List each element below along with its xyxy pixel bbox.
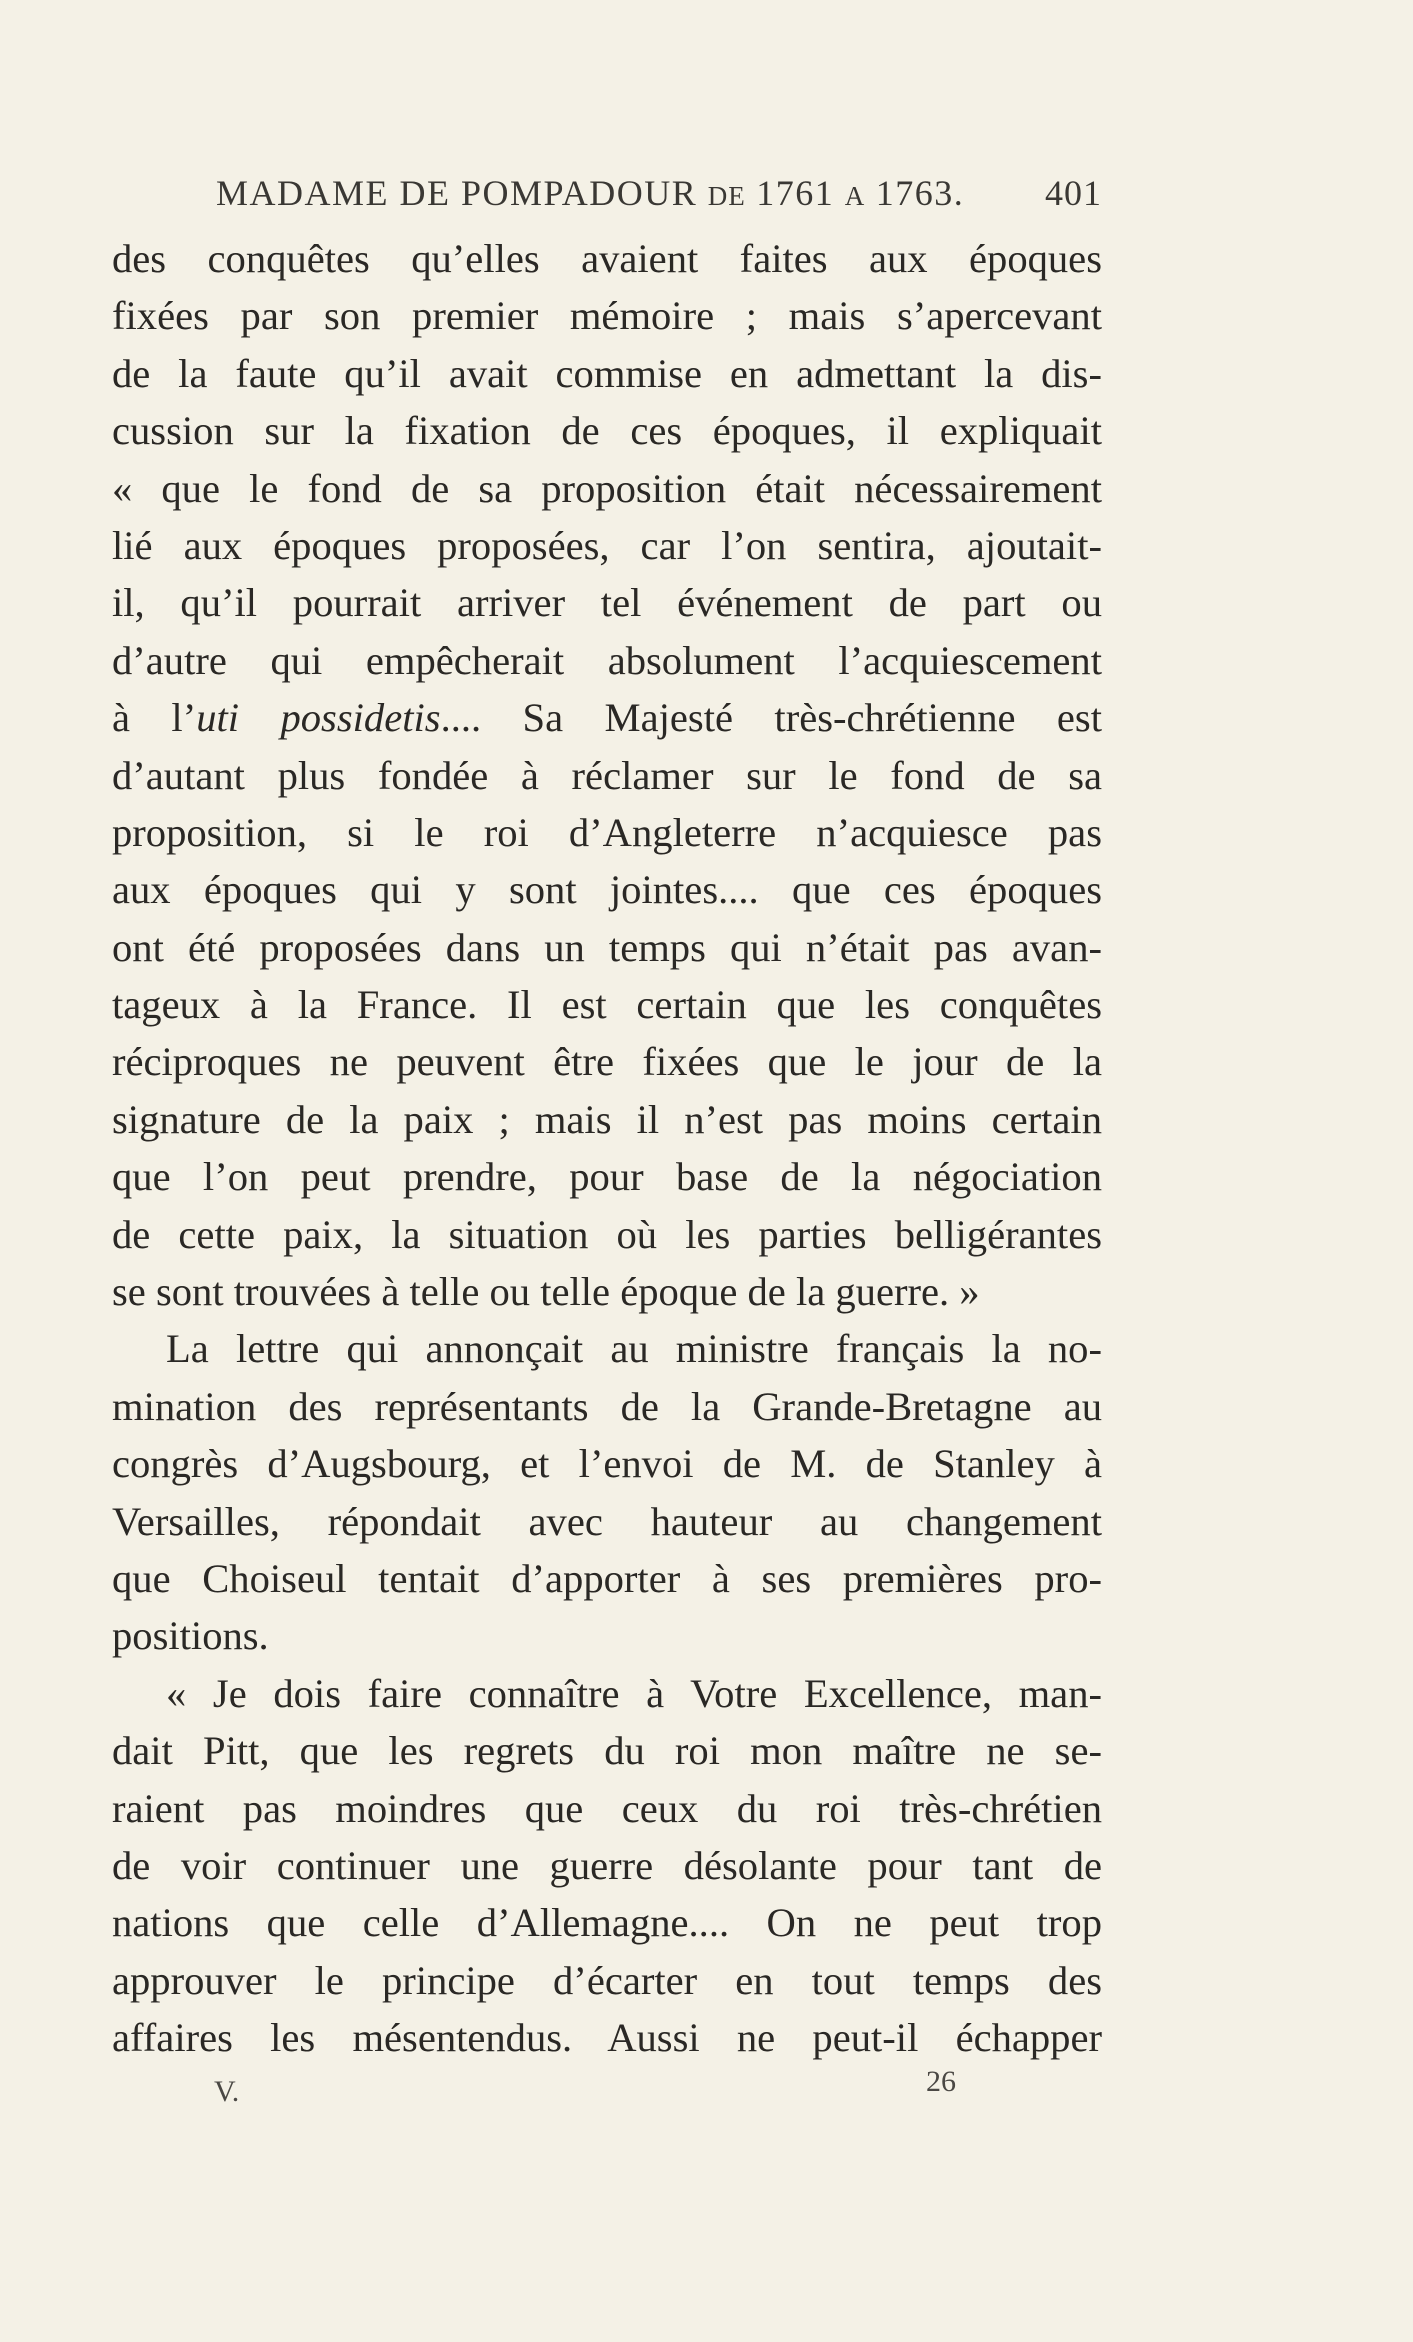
- text-line: proposition, si le roi d’Angleterre n’acquiesce pas: [112, 809, 1102, 855]
- text-line: nations que celle d’Allemagne.... On ne peut trop: [112, 1900, 1102, 1946]
- text-line: d’autre qui empêcherait absolument l’acquiescement: [112, 637, 1102, 683]
- running-head: [216, 168, 1102, 218]
- text-line: de la faute qu’il avait commise en admettant la dis-: [112, 350, 1102, 396]
- running-title-a: A: [844, 181, 866, 211]
- text-line: La lettre qui annonçait au ministre français la no-: [166, 1326, 1102, 1372]
- text-line: réciproques ne peuvent être fixées que le jour de la: [112, 1039, 1102, 1085]
- text-line: lié aux époques proposées, car l’on sentira, ajoutait-: [112, 522, 1102, 568]
- text-line: d’autant plus fondée à réclamer sur le fond de sa: [112, 752, 1102, 798]
- running-title-de: DE: [707, 181, 746, 211]
- body-text: [112, 230, 1102, 2067]
- text-line: se sont trouvées à telle ou telle époque de la guerre. »: [112, 1269, 980, 1315]
- page-number: 401: [1045, 173, 1102, 213]
- running-title-year-start: 1761: [756, 173, 835, 213]
- text-line: de cette paix, la situation où les parties belligérantes: [112, 1211, 1102, 1257]
- text-line: fixées par son premier mémoire ; mais s’apercevant: [112, 293, 1102, 339]
- text-fragment: à l’: [112, 695, 197, 741]
- text-line: [112, 689, 1102, 746]
- text-line: mination des représentants de la Grande-Bretagne au: [112, 1383, 1102, 1429]
- text-line: tageux à la France. Il est certain que les conquêtes: [112, 982, 1102, 1028]
- text-line: raient pas moindres que ceux du roi très-chrétien: [112, 1785, 1102, 1831]
- text-line: aux époques qui y sont jointes.... que ces époques: [112, 867, 1102, 913]
- running-title-year-end: 1763.: [875, 173, 965, 213]
- text-line: des conquêtes qu’elles avaient faites aux époques: [112, 236, 1102, 281]
- text-line: positions.: [112, 1613, 269, 1659]
- volume-mark: V.: [214, 2075, 240, 2108]
- text-line: que Choiseul tentait d’apporter à ses premières pro-: [112, 1555, 1102, 1601]
- running-title: [216, 168, 964, 221]
- running-title-main: MADAME DE POMPADOUR: [216, 173, 698, 213]
- text-line: « que le fond de sa proposition était nécessairement: [112, 465, 1102, 511]
- signature-mark: 26: [926, 2065, 956, 2098]
- text-line: il, qu’il pourrait arriver tel événement de part ou: [112, 580, 1102, 626]
- text-line: ont été proposées dans un temps qui n’était pas avan-: [112, 924, 1102, 970]
- text-line: cussion sur la fixation de ces époques, il expliquait: [112, 408, 1102, 454]
- text-fragment: .... Sa Majesté très-chrétienne est: [440, 695, 1102, 741]
- italic-phrase: uti possidetis: [196, 695, 441, 741]
- text-line: affaires les mésentendus. Aussi ne peut-il échapper: [112, 2015, 1102, 2061]
- page-footer: [0, 2065, 1413, 2119]
- text-line: dait Pitt, que les regrets du roi mon maître ne se-: [112, 1728, 1102, 1774]
- text-line: approuver le principe d’écarter en tout temps des: [112, 1957, 1102, 2003]
- text-line: congrès d’Augsbourg, et l’envoi de M. de Stanley à: [112, 1441, 1102, 1487]
- text-line: « Je dois faire connaître à Votre Excellence, man-: [166, 1670, 1102, 1716]
- text-line: de voir continuer une guerre désolante pour tant de: [112, 1842, 1102, 1888]
- text-line: Versailles, répondait avec hauteur au changement: [112, 1498, 1102, 1544]
- text-line: que l’on peut prendre, pour base de la négociation: [112, 1154, 1102, 1200]
- text-line: signature de la paix ; mais il n’est pas moins certain: [112, 1096, 1102, 1142]
